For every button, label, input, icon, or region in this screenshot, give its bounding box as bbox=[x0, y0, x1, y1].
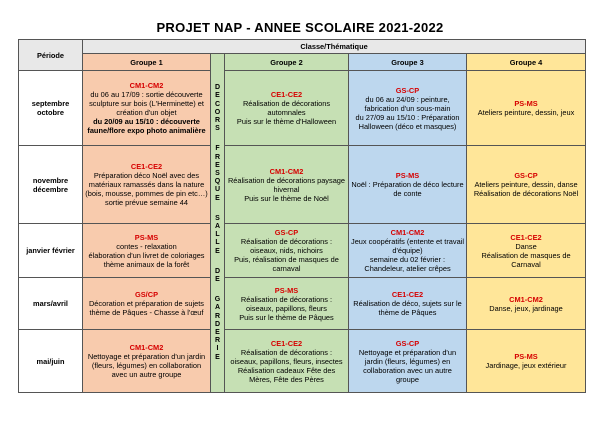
table-row bbox=[19, 330, 586, 393]
period-label: janvier février bbox=[19, 224, 83, 278]
cell-group-3: GS-CP du 06 au 24/09 : peinture, fabrication d'un sous-main du 27/09 au 15/10 : Préparation Halloween (déco et masques) bbox=[349, 71, 467, 146]
cell-group-1: CM1-CM2 Nettoyage et préparation d'un jardin (fleurs, légumes) en collaboration avec un autre groupe bbox=[83, 330, 211, 393]
banner-word: G A R D E R I E bbox=[214, 296, 221, 361]
cell-group-4: CM1-CM2 Danse, jeux, jardinage bbox=[467, 278, 586, 330]
level-label: GS-CP bbox=[395, 85, 420, 95]
header-group-3: Groupe 3 bbox=[349, 54, 467, 71]
level-label: CM1-CM2 bbox=[390, 228, 425, 237]
level-label: CE1-CE2 bbox=[270, 90, 303, 99]
cell-group-2: CE1-CE2 Réalisation de décorations automnales Puis sur le thème d'Halloween bbox=[225, 71, 349, 146]
header-group-4: Groupe 4 bbox=[467, 54, 586, 71]
level-label: CM1-CM2 bbox=[269, 166, 304, 176]
level-label: GS-CP bbox=[395, 338, 420, 348]
level-label: PS-MS bbox=[395, 171, 420, 180]
vertical-banner bbox=[211, 54, 225, 393]
table-row bbox=[19, 278, 586, 330]
period-label: septembre octobre bbox=[19, 71, 83, 146]
level-label: PS-MS bbox=[514, 99, 538, 108]
cell-group-4: PS-MS Jardinage, jeux extérieur bbox=[467, 330, 586, 393]
cell-group-1: CM1-CM2 du 06 au 17/09 : sortie découverte sculpture sur bois (L'Herminette) et création d'un objet du 20/09 au 15/10 : découverte faune/flore expo photo animalière bbox=[83, 71, 211, 146]
page-title: PROJET NAP - ANNEE SCOLAIRE 2021-2022 bbox=[156, 20, 444, 35]
banner-word: F R E S Q U E bbox=[214, 145, 221, 202]
cell-group-2: PS-MS Réalisation de décorations : oiseaux, papillons, fleurs Puis sur le thème de Pâques bbox=[225, 278, 349, 330]
level-label: CE1-CE2 bbox=[510, 232, 542, 242]
cell-group-1: PS-MS contes - relaxation élaboration d'un livret de coloriages thème animaux de la forêt bbox=[83, 224, 211, 278]
level-label: GS/CP bbox=[135, 290, 158, 299]
cell-group-4: PS-MS Ateliers peinture, dessin, jeux bbox=[467, 71, 586, 146]
table-row bbox=[19, 71, 586, 146]
cell-group-2: CM1-CM2 Réalisation de décorations paysage hivernal Puis sur le thème de Noël bbox=[225, 146, 349, 224]
schedule-table bbox=[18, 39, 586, 393]
cell-group-4: GS-CP Ateliers peinture, dessin, danse Réalisation de décorations Noël bbox=[467, 146, 586, 224]
cell-group-3: CM1-CM2 Jeux coopératifs (entente et travail d'équipe) semaine du 02 février : Chandeleur, atelier crêpes bbox=[349, 224, 467, 278]
period-label: novembre décembre bbox=[19, 146, 83, 224]
level-label: CM1-CM2 bbox=[129, 81, 164, 90]
level-label: CM1-CM2 bbox=[129, 343, 164, 352]
level-label: GS-CP bbox=[274, 228, 299, 237]
level-label: PS-MS bbox=[514, 352, 538, 361]
period-label: mars/avril bbox=[19, 278, 83, 330]
level-label: PS-MS bbox=[134, 232, 159, 242]
level-label: GS-CP bbox=[514, 171, 538, 180]
banner-word: D E bbox=[214, 267, 221, 284]
cell-group-1: GS/CP Décoration et préparation de sujets thème de Pâques - Chasse à l'œuf bbox=[83, 278, 211, 330]
table-row bbox=[19, 146, 586, 224]
header-periode: Période bbox=[19, 40, 83, 71]
cell-group-3: GS-CP Nettoyage et préparation d'un jardin (fleurs, légumes) en collaboration avec un autre groupe bbox=[349, 330, 467, 393]
level-label: CE1-CE2 bbox=[130, 162, 163, 171]
banner-word: D E C O R S bbox=[214, 84, 221, 133]
level-label: CM1-CM2 bbox=[509, 294, 543, 304]
level-label: PS-MS bbox=[274, 285, 299, 295]
cell-group-2: CE1-CE2 Réalisation de décorations : oiseaux, papillons, fleurs, insectes Réalisation cadeaux Fête des Mères, Fête des Pères bbox=[225, 330, 349, 393]
cell-group-4: CE1-CE2 Danse Réalisation de masques de Carnaval bbox=[467, 224, 586, 278]
cell-group-2: GS-CP Réalisation de décorations : oiseaux, nids, nichoirs Puis, réalisation de masques de carnaval bbox=[225, 224, 349, 278]
banner-word: S A L L E bbox=[214, 214, 221, 255]
period-label: mai/juin bbox=[19, 330, 83, 393]
cell-group-3: PS-MS Noël : Préparation de déco lecture de conte bbox=[349, 146, 467, 224]
level-label: CE1-CE2 bbox=[391, 290, 424, 299]
cell-group-3: CE1-CE2 Réalisation de déco, sujets sur le thème de Pâques bbox=[349, 278, 467, 330]
level-label: CE1-CE2 bbox=[270, 338, 303, 348]
header-group-1: Groupe 1 bbox=[83, 54, 211, 71]
cell-group-1: CE1-CE2 Préparation déco Noël avec des matériaux ramassés dans la nature (bois, mousse, pommes de pin etc…) sortie prévue semaine 44 bbox=[83, 146, 211, 224]
header-classe: Classe/Thématique bbox=[83, 40, 586, 54]
header-group-2: Groupe 2 bbox=[225, 54, 349, 71]
table-row bbox=[19, 224, 586, 278]
